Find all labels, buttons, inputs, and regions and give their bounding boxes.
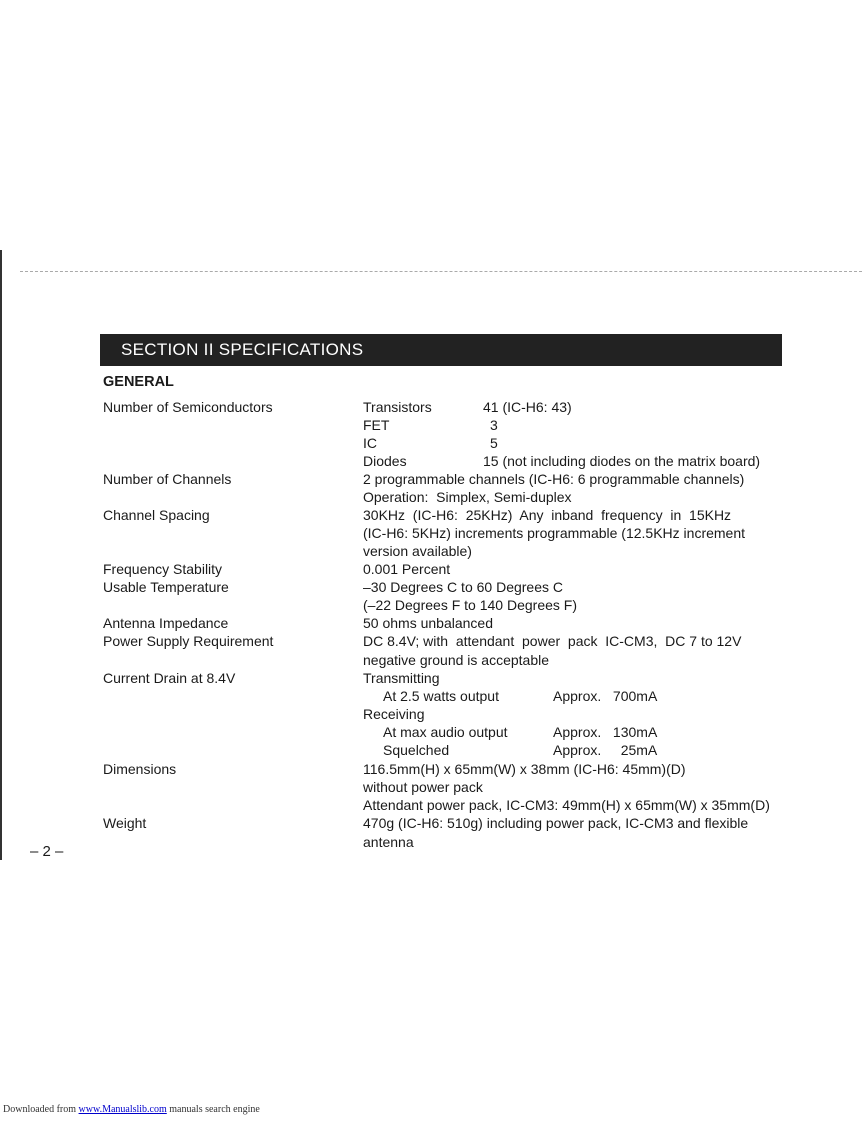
- spec-value: Diodes: [363, 453, 407, 469]
- spec-value: (IC-H6: 5KHz) increments programmable (12.5KHz increment: [363, 525, 746, 541]
- spec-value: Squelched: [383, 742, 450, 758]
- spec-label: Dimensions: [103, 761, 177, 777]
- spec-value: Attendant power pack, IC-CM3: 49mm(H) x 65mm(W) x 35mm(D): [363, 797, 770, 813]
- scan-divider: [20, 271, 862, 272]
- footer-suffix: manuals search engine: [166, 1104, 260, 1115]
- spec-label: Usable Temperature: [103, 579, 229, 595]
- spec-label: Frequency Stability: [103, 561, 223, 577]
- spec-label: Channel Spacing: [103, 507, 210, 523]
- spec-value: 50 ohms unbalanced: [363, 615, 493, 631]
- spec-value: 5: [490, 435, 498, 451]
- spec-value: Receiving: [363, 706, 425, 722]
- general-heading: GENERAL: [103, 374, 174, 390]
- section-header-bar: [100, 334, 782, 366]
- spec-value: antenna: [363, 834, 414, 850]
- page-edge-line: [0, 250, 2, 860]
- spec-value: Transistors: [363, 399, 432, 415]
- spec-value: 0.001 Percent: [363, 561, 451, 577]
- spec-value: 470g (IC-H6: 510g) including power pack, IC-CM3 and flexible: [363, 815, 749, 831]
- spec-value: At max audio output: [383, 724, 508, 740]
- spec-value: negative ground is acceptable: [363, 652, 550, 668]
- spec-value: Approx. 700mA: [553, 688, 658, 704]
- spec-value: 30KHz (IC-H6: 25KHz) Any inband frequency in 15KHz: [363, 507, 732, 523]
- spec-value: Operation: Simplex, Semi-duplex: [363, 489, 572, 505]
- spec-value: Approx. 130mA: [553, 724, 658, 740]
- spec-value: Transmitting: [363, 670, 440, 686]
- spec-label: Power Supply Requirement: [103, 633, 274, 649]
- spec-label: Number of Semiconductors: [103, 399, 273, 415]
- spec-value: 2 programmable channels (IC-H6: 6 programmable channels): [363, 471, 745, 487]
- spec-value: IC: [363, 435, 377, 451]
- spec-label: Weight: [103, 815, 147, 831]
- spec-value: version available): [363, 543, 472, 559]
- spec-value: Approx. 25mA: [553, 742, 658, 758]
- spec-label: Current Drain at 8.4V: [103, 670, 236, 686]
- spec-value: 3: [490, 417, 498, 433]
- spec-value: At 2.5 watts output: [383, 688, 499, 704]
- spec-label: Antenna Impedance: [103, 615, 229, 631]
- spec-value: DC 8.4V; with attendant power pack IC-CM3, DC 7 to 12V: [363, 633, 742, 649]
- section-title: SECTION II SPECIFICATIONS: [121, 340, 364, 359]
- spec-value: 116.5mm(H) x 65mm(W) x 38mm (IC-H6: 45mm)(D): [363, 761, 686, 777]
- spec-value: (–22 Degrees F to 140 Degrees F): [363, 597, 577, 613]
- spec-label: Number of Channels: [103, 471, 232, 487]
- footer-prefix: Downloaded from: [3, 1104, 79, 1115]
- spec-value: FET: [363, 417, 390, 433]
- spec-value: 15 (not including diodes on the matrix board): [483, 453, 761, 469]
- spec-value: 41 (IC-H6: 43): [483, 399, 572, 415]
- footer: [3, 1104, 260, 1115]
- manualslib-link[interactable]: www.Manualslib.com: [78, 1104, 167, 1115]
- page-number: – 2 –: [30, 843, 64, 860]
- spec-value: without power pack: [363, 779, 483, 795]
- spec-value: –30 Degrees C to 60 Degrees C: [363, 579, 563, 595]
